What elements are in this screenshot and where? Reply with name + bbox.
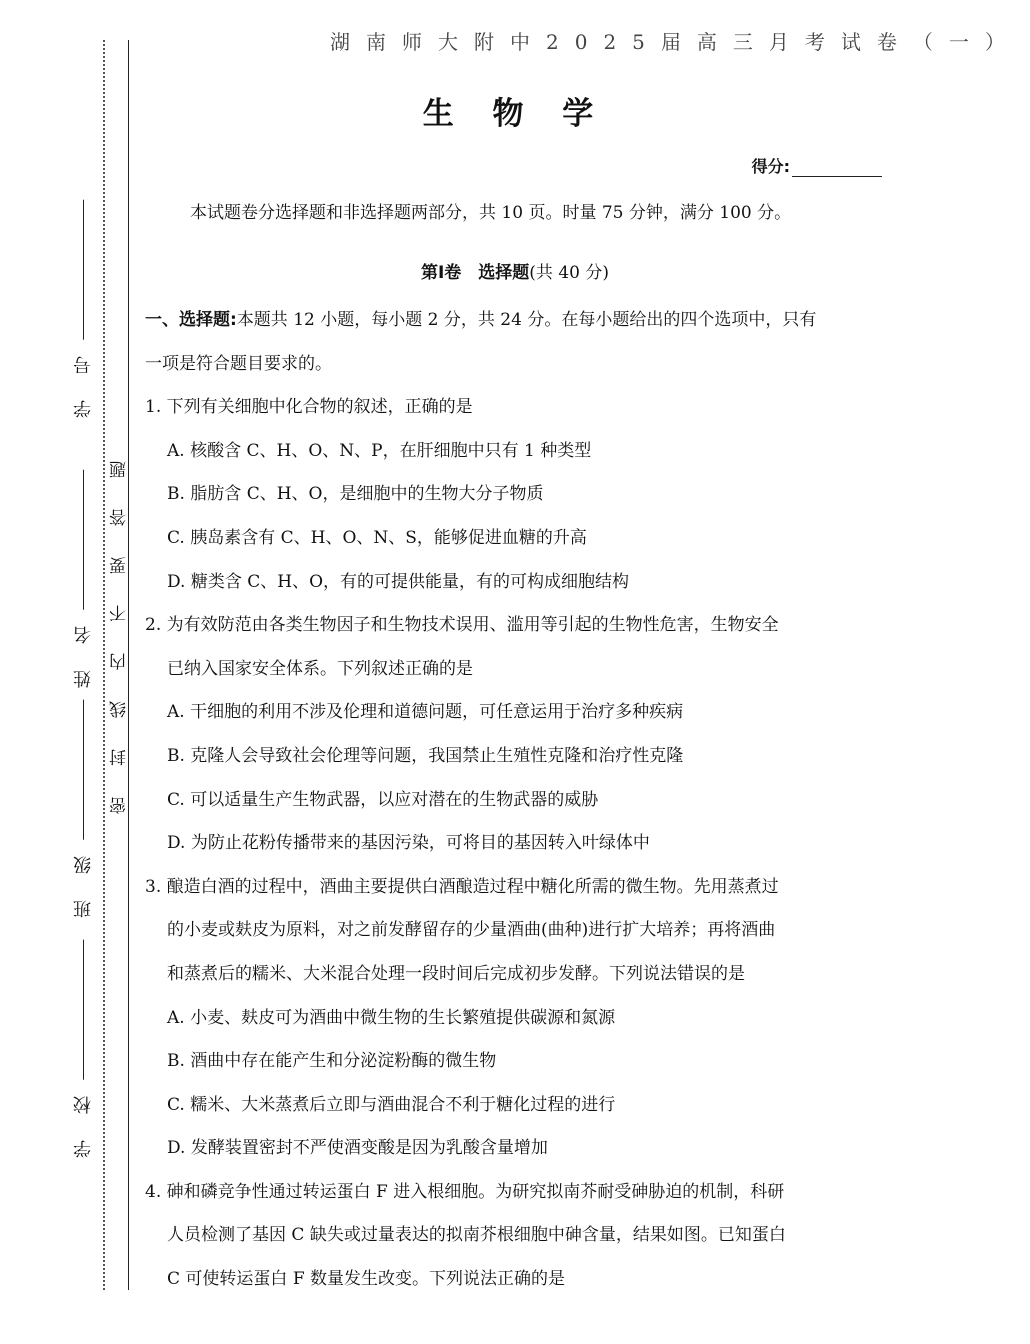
score-label: 得分: [751,157,790,176]
name-field[interactable] [71,470,97,688]
student-number-field[interactable] [71,200,97,418]
question-2-option-b: B. 克隆人会导致社会伦理等问题，我国禁止生殖性克隆和治疗性克隆 [167,745,684,766]
question-1-option-d: D. 糖类含 C、H、O，有的可提供能量，有的可构成细胞结构 [167,571,630,592]
question-1-option-b: B. 脂肪含 C、H、O，是细胞中的生物大分子物质 [167,484,544,505]
school-label: 学 校 [73,1086,94,1158]
school-blank[interactable] [84,940,85,1080]
question-1-option-c: C. 胰岛素含有 C、H、O、N、S，能够促进血糖的升高 [167,527,587,548]
question-3-option-a: A. 小麦、麸皮可为酒曲中微生物的生长繁殖提供碳源和氮源 [167,1007,616,1028]
section-title: 第Ⅰ卷 选择题 [420,263,530,283]
question-2-option-a: A. 干细胞的利用不涉及伦理和道德问题，可任意运用于治疗多种疾病 [167,702,684,723]
exam-intro: 本试题卷分选择题和非选择题两部分，共 10 页。时量 75 分钟，满分 100 分。 [190,203,792,223]
question-4-stem-cont-2: C 可使转运蛋白 F 数量发生改变。下列说法正确的是 [167,1269,566,1290]
section-note: (共 40 分) [529,263,610,283]
score-field[interactable] [752,154,882,177]
name-label: 姓 名 [73,616,94,688]
seal-notice: 密封线内不要答题 [110,430,130,814]
subject-title: 生 物 学 [422,96,608,132]
question-2-stem-cont: 已纳入国家安全体系。下列叙述正确的是 [167,658,473,679]
part-instruction-cont: 一项是符合题目要求的。 [145,353,332,374]
class-blank[interactable] [84,700,85,840]
question-2-stem: 2. 为有效防范由各类生物因子和生物技术误用、滥用等引起的生物性危害，生物安全 [145,615,779,636]
question-2-option-c: C. 可以适量生产生物武器，以应对潜在的生物武器的威胁 [167,789,599,810]
part-heading: 一、选择题: [145,310,237,330]
score-blank[interactable] [792,160,882,177]
question-content [145,304,890,1307]
dotted-cut-line [103,40,105,1290]
student-number-label: 学 号 [73,346,94,418]
part-instruction-text: 本题共 12 小题，每小题 2 分，共 24 分。在每小题给出的四个选项中，只有 [236,310,817,330]
name-blank[interactable] [84,470,85,610]
question-3-option-c: C. 糯米、大米蒸煮后立即与酒曲混合不利于糖化过程的进行 [167,1094,616,1115]
binding-margin [0,0,135,1344]
question-3-stem-cont-2: 和蒸煮后的糯米、大米混合处理一段时间后完成初步发酵。下列说法错误的是 [167,963,745,984]
class-field[interactable] [71,700,97,918]
question-1-stem: 1. 下列有关细胞中化合物的叙述，正确的是 [145,397,473,418]
question-4-stem: 4. 砷和磷竞争性通过转运蛋白 F 进入根细胞。为研究拟南芥耐受砷胁迫的机制，科研 [145,1181,785,1202]
part-instruction [145,304,890,348]
question-3-stem-cont-1: 的小麦或麸皮为原料，对之前发酵留存的少量酒曲(曲种)进行扩大培养；再将酒曲 [167,920,776,941]
question-2-option-d: D. 为防止花粉传播带来的基因污染，可将目的基因转入叶绿体中 [167,833,650,854]
question-3-stem: 3. 酿造白酒的过程中，酒曲主要提供白酒酿造过程中糖化所需的微生物。先用蒸煮过 [145,876,779,897]
section-heading [0,258,1030,283]
question-3-option-b: B. 酒曲中存在能产生和分泌淀粉酶的微生物 [167,1051,497,1072]
question-1-option-a: A. 核酸含 C、H、O、N、P，在肝细胞中只有 1 种类型 [167,440,592,461]
exam-title: 湖南师大附中2025届高三月考试卷（一） [330,30,1021,54]
question-4-stem-cont-1: 人员检测了基因 C 缺失或过量表达的拟南芥根细胞中砷含量，结果如图。已知蛋白 [167,1225,786,1246]
class-label: 班 级 [73,846,94,918]
question-3-option-d: D. 发酵装置密封不严使酒变酸是因为乳酸含量增加 [167,1138,548,1159]
school-field[interactable] [71,940,97,1158]
